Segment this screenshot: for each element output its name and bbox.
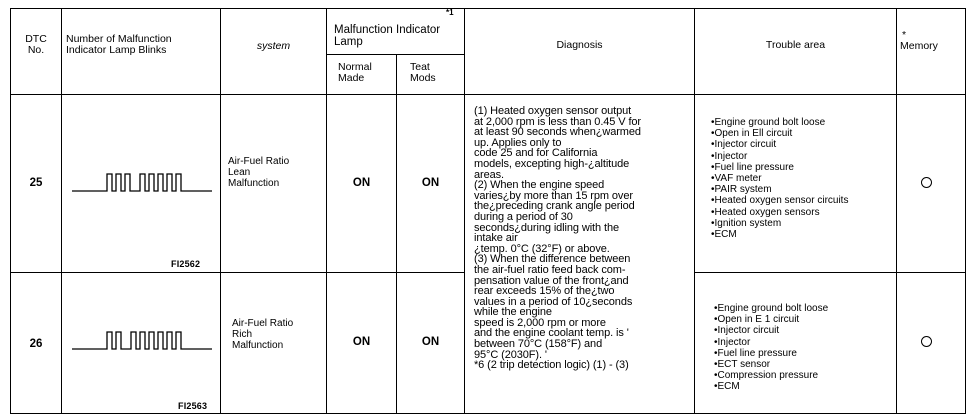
col-divider-test [464,8,465,414]
col-divider-blinks [220,8,221,414]
header-bottom-border [10,94,966,95]
header-memory-note: * [902,29,907,41]
trouble-area-26: •Engine ground bolt loose •Open in E 1 circuit •Injector circuit •Injector •Fuel line pressure •ECT sensor •Compression pressure •ECM [714,303,829,393]
test-mode-25: ON [421,177,440,189]
col-divider-dtc [61,8,62,414]
row-divider-right [694,272,966,273]
memory-circle-26 [921,336,932,347]
header-trouble-area: Trouble area [765,39,826,51]
mil-subheader-divider [326,54,464,55]
col-divider-diagnosis [694,8,695,414]
system-25: Air-Fuel Ratio Lean Malfunction [228,156,290,189]
col-divider-system [326,8,327,414]
header-memory: Memory [900,40,938,52]
memory-circle-25 [921,177,932,188]
table-bottom-border [10,413,966,414]
header-system: system [256,40,291,52]
dtc-code-26: 26 [29,338,43,350]
diagnosis-text: (1) Heated oxygen sensor output at 2,000 rpm is less than 0.45 V for at least 90 seconds when¿warmed up. Applies only to code 25 and for California models, excepting high-¿altitude areas. (2) When the engine speed varies¿by more than 15 rpm over the¿preceding crank angle period during a period of 30 seconds¿during idling with the intake air ¿temp. 0°C (32°F) or above. (3) When the difference between the air-fuel ratio feed back com- pensation value of the front¿and rear exceeds 15% of the¿two values in a period of 10¿seconds while the engine speed is 2,000 rpm or more and the engine coolant temp. is ' between 70°C (158°F) and 95°C (2030F). ' *6 (2 trip detection logic) (1) - (3) [474,105,641,372]
trouble-area-25: •Engine ground bolt loose •Open in Ell circuit •Injector circuit •Injector •Fuel line pressure •VAF meter •PAIR system •Heated oxygen sensor circuits •Heated oxygen sensors •Ignition system •ECM [711,117,849,241]
header-normal-mode: Normal Made [338,61,372,84]
dtc-code-25: 25 [29,177,43,189]
system-26: Air-Fuel Ratio Rich Malfunction [232,318,294,351]
figure-id-26: FI2563 [178,401,208,411]
header-dtc-no: DTC No. [25,33,47,56]
normal-mode-26: ON [352,336,371,348]
header-mil-note: *1 [446,8,454,17]
test-mode-26: ON [421,336,440,348]
col-divider-trouble [896,8,897,414]
header-test-mode: Teat Mods [410,61,436,84]
header-mil: Malfunction Indicator Lamp [334,24,441,48]
table-left-border [10,8,11,414]
table-right-border [965,8,966,414]
header-diagnosis: Diagnosis [556,39,603,51]
header-blinks: Number of Malfunction Indicator Lamp Blinks [66,33,172,56]
table-top-border [10,8,966,9]
blink-pattern-25 [72,170,212,192]
normal-mode-25: ON [352,177,371,189]
blink-pattern-26 [72,328,212,350]
col-divider-normal [396,54,397,414]
figure-id-25: FI2562 [171,259,201,269]
